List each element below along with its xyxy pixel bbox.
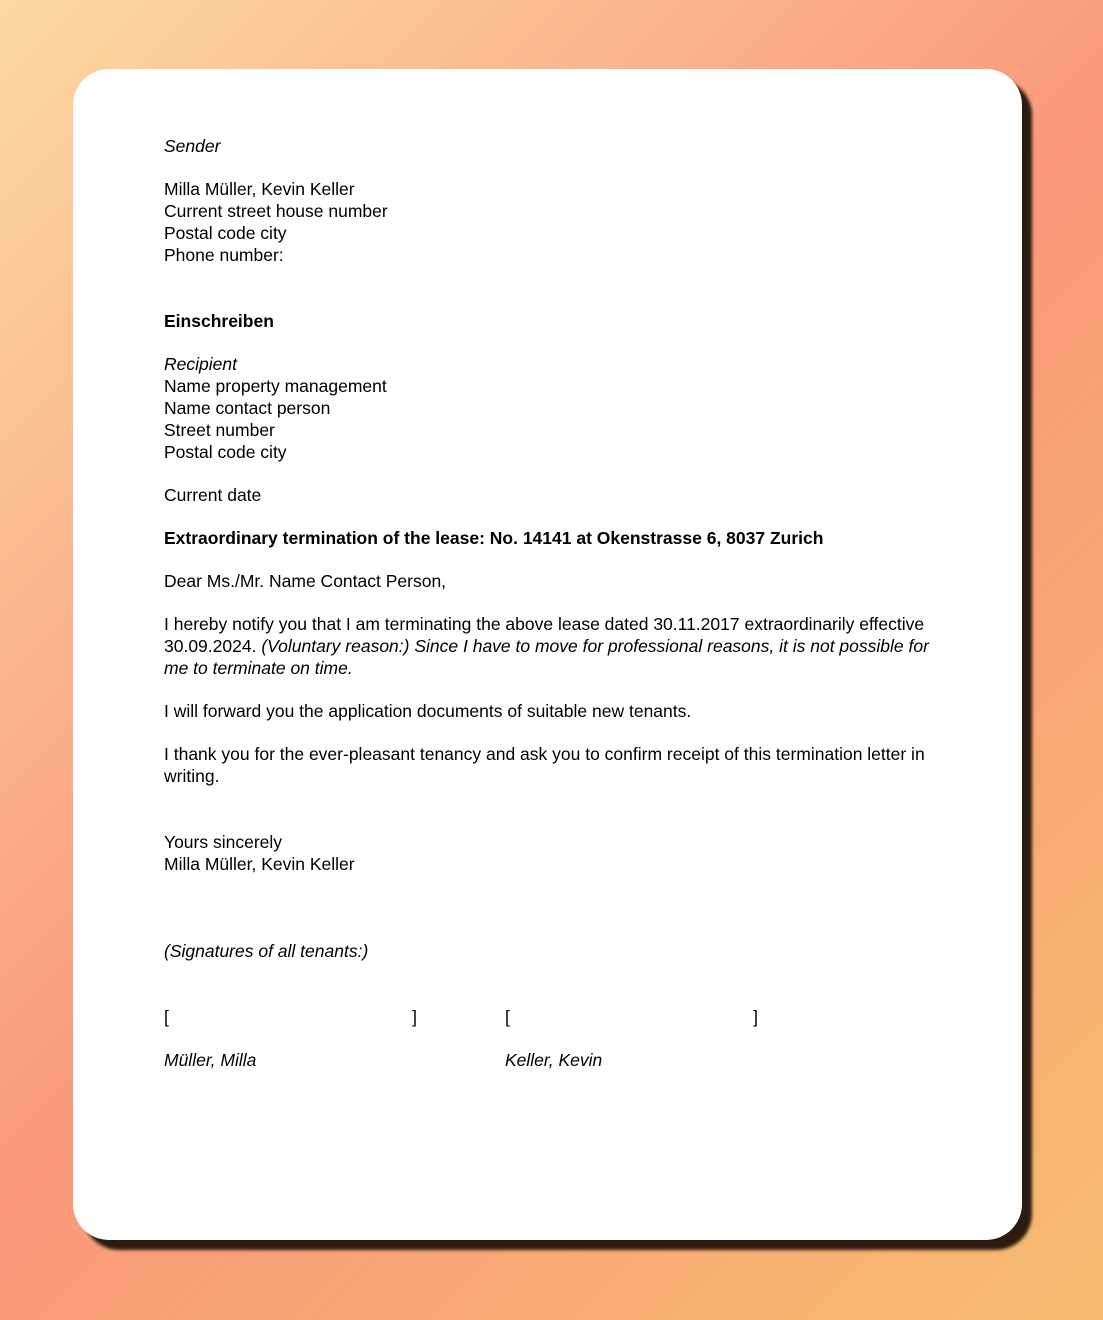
sender-phone: Phone number: [164,245,284,265]
recipient-contact-person: Name contact person [164,398,331,418]
signature-field-tenant-2 [505,1006,758,1028]
sender-label: Sender [164,136,221,156]
paragraph-new-tenants: I will forward you the application documents of suitable new tenants. [164,701,692,721]
signature-field-tenant-1 [164,1006,417,1028]
recipient-postal-city: Postal code city [164,442,287,462]
letter-date: Current date [164,485,262,505]
paragraph-termination-reason: (Voluntary reason:) Since I have to move for professional reasons, it is not possible for me to terminate on time. [164,636,929,678]
sender-postal-city: Postal code city [164,223,287,243]
signature-name-tenant-2: Keller, Kevin [505,1050,603,1070]
delivery-method-label: Einschreiben [164,311,274,331]
closing-phrase: Yours sincerely [164,832,283,852]
closing-names: Milla Müller, Kevin Keller [164,854,355,874]
open-bracket: [ [164,1007,169,1027]
sender-street: Current street house number [164,201,388,221]
signatures-label: (Signatures of all tenants:) [164,941,369,961]
recipient-address-block [164,353,936,463]
sender-address-block [164,178,936,266]
recipient-street: Street number [164,420,275,440]
sender-names: Milla Müller, Kevin Keller [164,179,355,199]
subject-line: Extraordinary termination of the lease: No. 14141 at Okenstrasse 6, 8037 Zurich [164,528,824,548]
close-bracket: ] [753,1007,758,1027]
closing-block [164,831,936,875]
paragraph-termination [164,613,936,679]
salutation: Dear Ms./Mr. Name Contact Person, [164,571,447,591]
termination-letter-document [73,69,1022,1240]
open-bracket: [ [505,1007,510,1027]
signature-name-tenant-1: Müller, Milla [164,1050,257,1070]
recipient-management: Name property management [164,376,387,396]
paragraph-thanks: I thank you for the ever-pleasant tenancy and ask you to confirm receipt of this termination letter in writing. [164,744,925,786]
paragraph-termination-regular: I hereby notify you that I am terminating the above lease dated 30.11.2017 extraordinarily effective 30.09.2024. [164,614,925,656]
recipient-label: Recipient [164,354,237,374]
signature-brackets-row [164,1006,936,1028]
close-bracket: ] [412,1007,417,1027]
signature-names-row [164,1049,936,1071]
